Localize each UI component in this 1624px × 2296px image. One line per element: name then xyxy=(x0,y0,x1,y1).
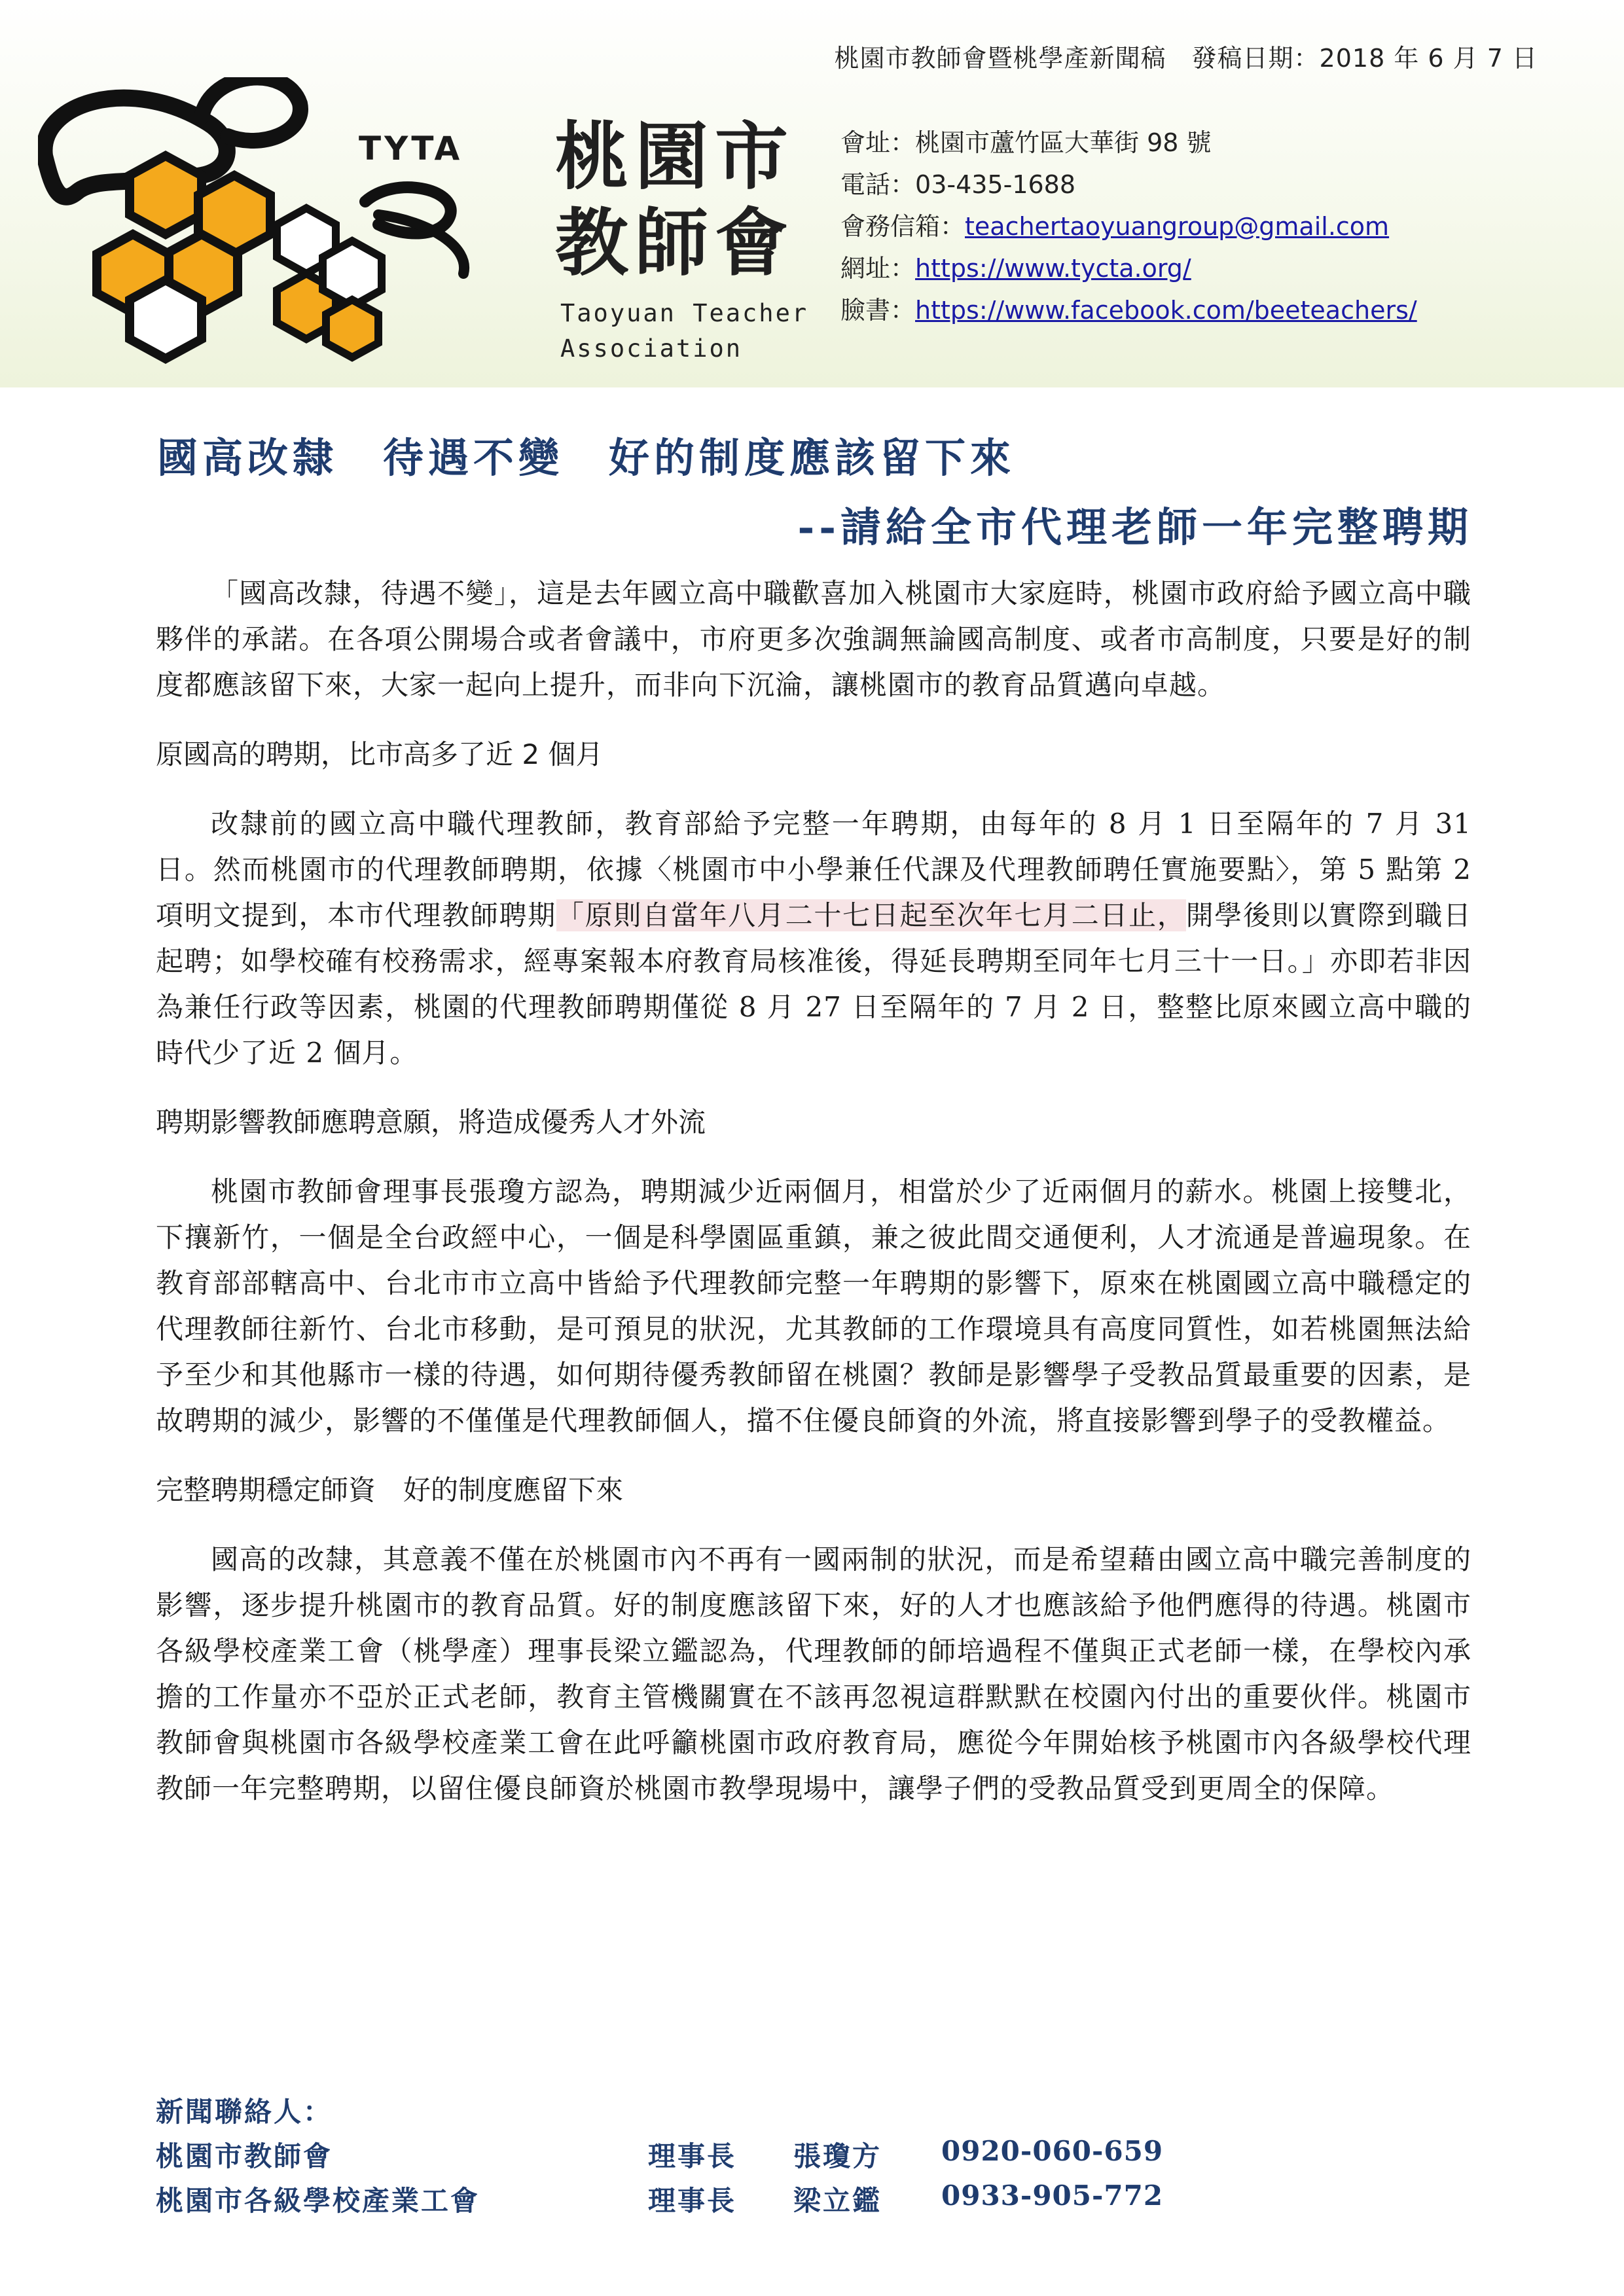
paragraph-term-comparison: 改隸前的國立高中職代理教師，教育部給予完整一年聘期，由每年的 8 月 1 日至隔年的 7 月 31 日。然而桃園市的代理教師聘期，依據〈桃園市中小學兼任代課及代理教師聘任實施要點〉，第 5 點第 2 項明文提到，本市代理教師聘期「原則自當年八月二十七日起至次年七月二日止，開學後則以實際到職日起聘；如學校確有校務需求，經專案報本府教育局核准後，得延長聘期至同年七月三十一日。」亦即若非因為兼任行政等因素，桃園的代理教師聘期僅從 8 月 27 日至隔年的 7 月 2 日，整整比原來國立高中職的時代少了近 2 個月。 xyxy=(156,808,1471,1069)
section-heading-2: 聘期影響教師應聘意願，將造成優秀人才外流 xyxy=(156,1106,706,1138)
phone-value: 03-435-1688 xyxy=(915,170,1076,199)
contact-phone: 0933-905-772 xyxy=(941,2179,1164,2212)
org-name-en xyxy=(560,296,808,367)
headline-line-1: 國高改隸 待遇不變 好的制度應該留下來 xyxy=(157,434,1016,482)
article-body xyxy=(156,571,1471,1835)
contact-org: 桃園市各級學校產業工會 xyxy=(156,2185,480,2217)
section-heading-1: 原國高的聘期，比市高多了近 2 個月 xyxy=(156,738,604,770)
phone-row: 電話：03-435-1688 xyxy=(840,170,1076,199)
contact-role: 理事長 xyxy=(648,2185,737,2217)
address-row: 會址：桃園市蘆竹區大華街 98 號 xyxy=(840,128,1212,157)
hex-outline-1 xyxy=(130,280,202,359)
website-row: 網址：https://www.tycta.org/ xyxy=(840,254,1191,283)
contact-org: 桃園市教師會 xyxy=(156,2140,333,2172)
paragraph-appeal: 國高的改隸，其意義不僅在於桃園市內不再有一國兩制的狀況，而是希望藉由國立高中職完善制度的影響，逐步提升桃園市的教育品質。好的制度應該留下來，好的人才也應該給予他們應得的待遇。桃園市各級學校產業工會（桃學產）理事長梁立鑑認為，代理教師的師培過程不僅與正式老師一樣，在學校內承擔的工作量亦不亞於正式老師，教育主管機關實在不該再忽視這群默默在校園內付出的重要伙伴。桃園市教師會與桃園市各級學校產業工會在此呼籲桃園市政府教育局，應從今年開始核予桃園市內各級學校代理教師一年完整聘期，以留住優良師資於桃園市教學現場中，讓學子們的受教品質受到更周全的保障。 xyxy=(156,1543,1471,1804)
paragraph-intro: 「國高改隸，待遇不變」，這是去年國立高中職歡喜加入桃園市大家庭時，桃園市政府給予國立高中職夥伴的承諾。在各項公開場合或者會議中，市府更多次強調無論國高制度、或者市高制度，只要是好的制度都應該留下來，大家一起向上提升，而非向下沉淪，讓桃園市的教育品質邁向卓越。 xyxy=(156,577,1471,701)
hex-gold-6 xyxy=(326,300,378,357)
email-row: 會務信箱：teachertaoyuangroup@gmail.com xyxy=(840,212,1390,241)
headline-line-2: --請給全市代理老師一年完整聘期 xyxy=(797,503,1473,551)
highlighted-quote: 「原則自當年八月二十七日起至次年七月二日止， xyxy=(556,899,1186,931)
facebook-row: 臉書：https://www.facebook.com/beeteachers/ xyxy=(840,296,1417,325)
contact-phone: 0920-060-659 xyxy=(941,2135,1164,2167)
hex-gold-1 xyxy=(130,156,202,234)
paragraph-talent-outflow: 桃園市教師會理事長張瓊方認為，聘期減少近兩個月，相當於少了近兩個月的薪水。桃園上接雙北，下攘新竹，一個是全台政經中心，一個是科學園區重鎮，兼之彼此間交通便利，人才流通是普遍現象。在教育部部轄高中、台北市市立高中皆給予代理教師完整一年聘期的影響下，原來在桃園國立高中職穩定的代理教師往新竹、台北市移動，是可預見的狀況，尤其教師的工作環境具有高度同質性，如若桃園無法給予至少和其他縣市一樣的待遇，如何期待優秀教師留在桃園？教師是影響學子受教品質最重要的因素，是故聘期的減少，影響的不僅僅是代理教師個人，擋不住優良師資的外流，將直接影響到學子的受教權益。 xyxy=(156,1175,1471,1437)
facebook-link[interactable]: https://www.facebook.com/beeteachers/ xyxy=(915,296,1417,325)
org-name-line-1: 桃園市 xyxy=(555,115,795,200)
contact-role: 理事長 xyxy=(648,2140,737,2172)
contact-name: 梁立鑑 xyxy=(793,2185,882,2217)
press-contacts-heading: 新聞聯絡人： xyxy=(156,2096,333,2128)
address-value: 桃園市蘆竹區大華街 98 號 xyxy=(915,128,1212,157)
email-link[interactable]: teachertaoyuangroup@gmail.com xyxy=(965,212,1390,241)
section-heading-3: 完整聘期穩定師資 好的制度應留下來 xyxy=(156,1474,624,1506)
website-link[interactable]: https://www.tycta.org/ xyxy=(915,254,1191,283)
org-name-en-line-2: Association xyxy=(560,334,743,363)
tyta-bee-logo xyxy=(38,77,562,365)
contact-info xyxy=(840,122,1417,331)
press-contact-row xyxy=(156,2179,1471,2224)
press-contacts xyxy=(156,2090,1471,2224)
org-name-zh xyxy=(555,114,817,287)
contact-name: 張瓊方 xyxy=(793,2140,882,2172)
org-name-line-2: 教師會 xyxy=(555,201,795,286)
press-contact-row xyxy=(156,2135,1471,2179)
logo-text: TYTA xyxy=(359,130,463,168)
org-name-en-line-1: Taoyuan Teacher xyxy=(560,299,809,327)
release-date-line: 桃園市教師會暨桃學產新聞稿 發稿日期：2018 年 6 月 7 日 xyxy=(834,44,1538,73)
